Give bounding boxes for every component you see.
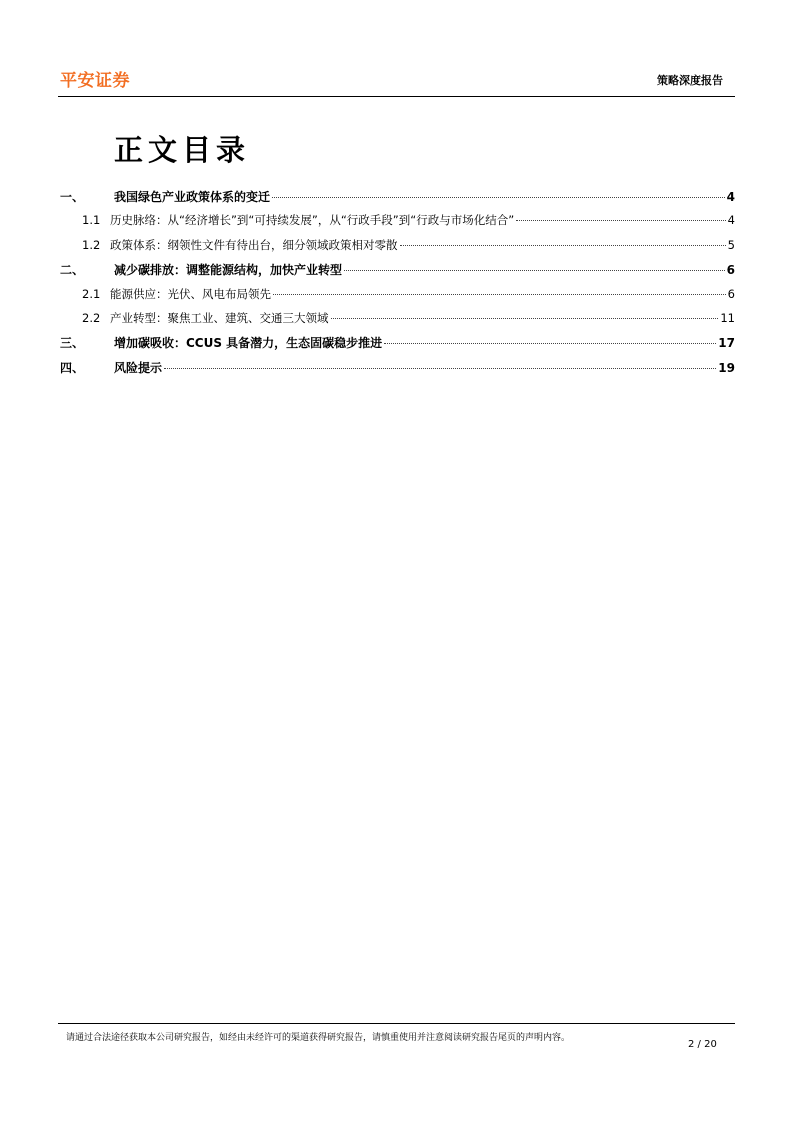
toc-entry-number: 1.2 xyxy=(82,237,101,252)
toc-entry-1[interactable] xyxy=(60,188,737,212)
toc-entry-page: 4 xyxy=(727,213,735,228)
toc-dot-leader xyxy=(273,294,726,295)
toc-entry-number: 1.1 xyxy=(82,213,101,228)
toc-entry-2-2[interactable] xyxy=(60,310,737,334)
toc-entry-label: 政策体系：纲领性文件有待出台，细分领域政策相对零散 xyxy=(110,237,398,252)
toc-entry-label: 产业转型：聚焦工业、建筑、交通三大领域 xyxy=(110,310,329,325)
toc-entry-number: 三、 xyxy=(60,336,85,351)
toc-entry-1-1[interactable] xyxy=(60,212,737,236)
toc-entry-label: 减少碳排放：调整能源结构，加快产业转型 xyxy=(114,263,343,278)
toc-dot-leader xyxy=(400,245,726,246)
page-indicator: 2 / 20 xyxy=(688,1039,717,1050)
toc-entry-2[interactable] xyxy=(60,261,737,285)
toc-entry-label: 能源供应：光伏、风电布局领先 xyxy=(110,286,271,301)
toc-dot-leader xyxy=(516,220,726,221)
toc-dot-leader xyxy=(331,318,719,319)
toc-entry-number: 2.1 xyxy=(82,286,101,301)
toc-entry-2-1[interactable] xyxy=(60,286,737,310)
report-type-label: 策略深度报告 xyxy=(657,74,723,87)
toc-entry-page: 4 xyxy=(726,190,735,204)
toc-entry-number: 一、 xyxy=(60,190,85,204)
toc-dot-leader xyxy=(344,270,725,271)
toc-entry-page: 6 xyxy=(726,263,735,278)
brand-logo: 平安证券 xyxy=(60,71,130,91)
toc-title: 正文目录 xyxy=(114,133,251,167)
footer-divider xyxy=(58,1023,735,1024)
toc-dot-leader xyxy=(164,368,716,369)
toc-entry-page: 11 xyxy=(720,310,735,325)
toc-entry-label: 历史脉络：从“经济增长”到“可持续发展”，从“行政手段”到“行政与市场化结合” xyxy=(110,213,515,228)
toc-entry-4[interactable] xyxy=(60,359,737,383)
toc-entry-3[interactable] xyxy=(60,334,737,358)
toc-dot-leader xyxy=(272,197,725,198)
toc-entry-label: 风险提示 xyxy=(114,360,163,375)
toc-entry-page: 19 xyxy=(718,360,735,375)
toc-entry-page: 6 xyxy=(727,286,735,301)
toc-entry-label: 增加碳吸收：CCUS 具备潜力，生态固碳稳步推进 xyxy=(114,336,383,351)
toc-entry-page: 17 xyxy=(718,336,735,351)
toc-dot-leader xyxy=(384,343,716,344)
table-of-contents xyxy=(60,188,737,383)
toc-entry-number: 四、 xyxy=(60,360,85,375)
page-header xyxy=(58,64,735,97)
footer-disclaimer: 请通过合法途径获取本公司研究报告，如经由未经许可的渠道获得研究报告，请慎重使用并注意阅读研究报告尾页的声明内容。 xyxy=(66,1033,571,1043)
toc-entry-page: 5 xyxy=(727,237,735,252)
toc-entry-1-2[interactable] xyxy=(60,237,737,261)
toc-entry-number: 二、 xyxy=(60,263,85,278)
toc-entry-label: 我国绿色产业政策体系的变迁 xyxy=(114,190,271,204)
toc-entry-number: 2.2 xyxy=(82,310,101,325)
